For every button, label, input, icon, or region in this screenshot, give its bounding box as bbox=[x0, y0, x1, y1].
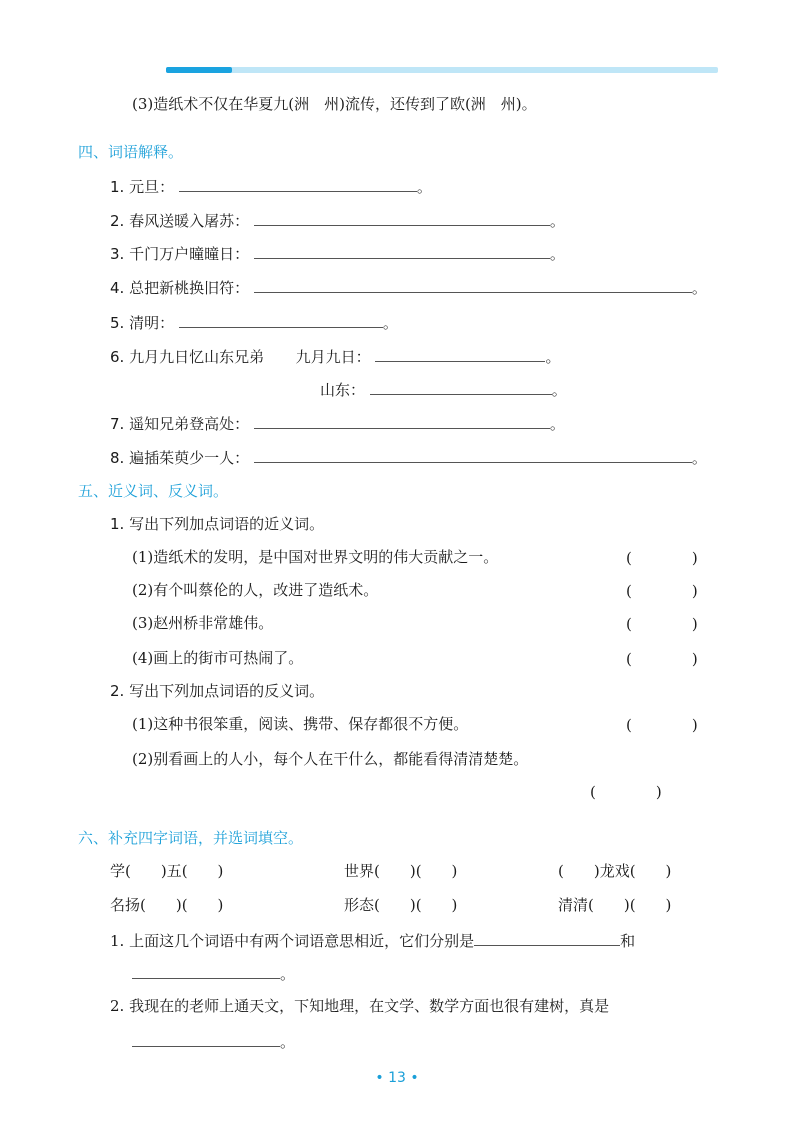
header-bar bbox=[166, 67, 718, 73]
s6-q2-cont bbox=[132, 1030, 295, 1052]
s6-word-5: 形态( )( ) bbox=[344, 896, 458, 914]
item-number: 1. bbox=[110, 178, 125, 196]
item-number: 3. bbox=[110, 245, 125, 263]
item-3-text: (3)造纸术不仅在华夏九(洲 州)流传，还传到了欧(洲 州)。 bbox=[132, 95, 537, 113]
s4-item-4 bbox=[110, 276, 707, 298]
answer-blank[interactable] bbox=[254, 446, 692, 463]
section-4-heading: 四、词语解释。 bbox=[78, 143, 184, 161]
answer-blank[interactable] bbox=[179, 311, 383, 328]
answer-blank[interactable] bbox=[370, 378, 552, 395]
answer-paren[interactable]: ( ) bbox=[590, 783, 662, 801]
period: 。 bbox=[549, 415, 565, 433]
answer-paren[interactable]: ( ) bbox=[626, 549, 698, 567]
period: 。 bbox=[382, 314, 398, 332]
answer-paren[interactable]: ( ) bbox=[626, 582, 698, 600]
question-text: 1. 上面这几个词语中有两个词语意思相近，它们分别是 bbox=[110, 932, 475, 950]
s4-item-5 bbox=[110, 311, 398, 333]
s5-q2: 2. 写出下列加点词语的反义词。 bbox=[110, 682, 325, 700]
item-number: 7. bbox=[110, 415, 125, 433]
answer-paren[interactable]: ( ) bbox=[626, 716, 698, 734]
s6-q1 bbox=[110, 929, 635, 951]
s6-word-1: 学( )五( ) bbox=[110, 862, 224, 880]
item-text: 元旦： bbox=[129, 178, 175, 196]
s6-word-2: 世界( )( ) bbox=[344, 862, 458, 880]
item-subtext: 山东： bbox=[320, 381, 366, 399]
item-text: 遍插茱萸少一人： bbox=[129, 449, 250, 467]
s4-item-6b bbox=[320, 378, 567, 400]
item-number: 2. bbox=[110, 212, 125, 230]
s5-q1-item-4: (4)画上的街市可热闹了。 bbox=[132, 649, 304, 667]
item-text: 九月九日忆山东兄弟 bbox=[129, 348, 265, 366]
s5-q2-item-1: (1)这种书很笨重，阅读、携带、保存都很不方便。 bbox=[132, 715, 469, 733]
page-number: • 13 • bbox=[375, 1070, 419, 1086]
item-number: 6. bbox=[110, 348, 125, 366]
s6-word-3: ( )龙戏( ) bbox=[558, 862, 672, 880]
period: 。 bbox=[416, 178, 432, 196]
period: 。 bbox=[545, 348, 561, 366]
answer-blank[interactable] bbox=[254, 276, 692, 293]
s5-q1-item-1: (1)造纸术的发明，是中国对世界文明的伟大贡献之一。 bbox=[132, 548, 499, 566]
s6-q2: 2. 我现在的老师上通天文，下知地理，在文学、数学方面也很有建树，真是 bbox=[110, 997, 610, 1015]
s5-q1-item-3: (3)赵州桥非常雄伟。 bbox=[132, 614, 274, 632]
section-6-heading: 六、补充四字词语，并选词填空。 bbox=[78, 829, 304, 847]
answer-blank[interactable] bbox=[132, 962, 280, 979]
s6-word-6: 清清( )( ) bbox=[558, 896, 672, 914]
header-bar-accent bbox=[166, 67, 232, 73]
s4-item-8 bbox=[110, 446, 707, 468]
item-text: 总把新桃换旧符： bbox=[129, 279, 250, 297]
answer-blank[interactable] bbox=[375, 345, 545, 362]
s5-q1: 1. 写出下列加点词语的近义词。 bbox=[110, 515, 325, 533]
answer-blank[interactable] bbox=[254, 209, 550, 226]
period: 。 bbox=[549, 212, 565, 230]
item-number: 4. bbox=[110, 279, 125, 297]
item-text: 春风送暖入屠苏： bbox=[129, 212, 250, 230]
item-number: 8. bbox=[110, 449, 125, 467]
conjunction: 和 bbox=[620, 932, 636, 950]
item-subtext: 九月九日： bbox=[295, 348, 371, 366]
answer-blank[interactable] bbox=[254, 242, 550, 259]
item-text: 遥知兄弟登高处： bbox=[129, 415, 250, 433]
s6-q1-cont bbox=[132, 962, 295, 984]
answer-paren[interactable]: ( ) bbox=[626, 650, 698, 668]
answer-paren[interactable]: ( ) bbox=[626, 615, 698, 633]
section-5-heading: 五、近义词、反义词。 bbox=[78, 482, 229, 500]
answer-blank[interactable] bbox=[132, 1030, 280, 1047]
period: 。 bbox=[280, 1033, 296, 1051]
s5-q1-item-2: (2)有个叫蔡伦的人，改进了造纸术。 bbox=[132, 581, 379, 599]
item-text: 清明： bbox=[129, 314, 175, 332]
period: 。 bbox=[691, 279, 707, 297]
item-number: 5. bbox=[110, 314, 125, 332]
period: 。 bbox=[691, 449, 707, 467]
answer-blank[interactable] bbox=[474, 929, 620, 946]
period: 。 bbox=[549, 245, 565, 263]
answer-blank[interactable] bbox=[254, 412, 550, 429]
s4-item-6 bbox=[110, 345, 560, 367]
s5-q2-item-2: (2)别看画上的人小，每个人在干什么，都能看得清清楚楚。 bbox=[132, 750, 529, 768]
s6-word-4: 名扬( )( ) bbox=[110, 896, 224, 914]
item-text: 千门万户曈曈日： bbox=[129, 245, 250, 263]
s4-item-2 bbox=[110, 209, 565, 231]
period: 。 bbox=[280, 965, 296, 983]
period: 。 bbox=[551, 381, 567, 399]
s4-item-1 bbox=[110, 175, 432, 197]
s4-item-7 bbox=[110, 412, 565, 434]
s4-item-3 bbox=[110, 242, 565, 264]
answer-blank[interactable] bbox=[179, 175, 417, 192]
